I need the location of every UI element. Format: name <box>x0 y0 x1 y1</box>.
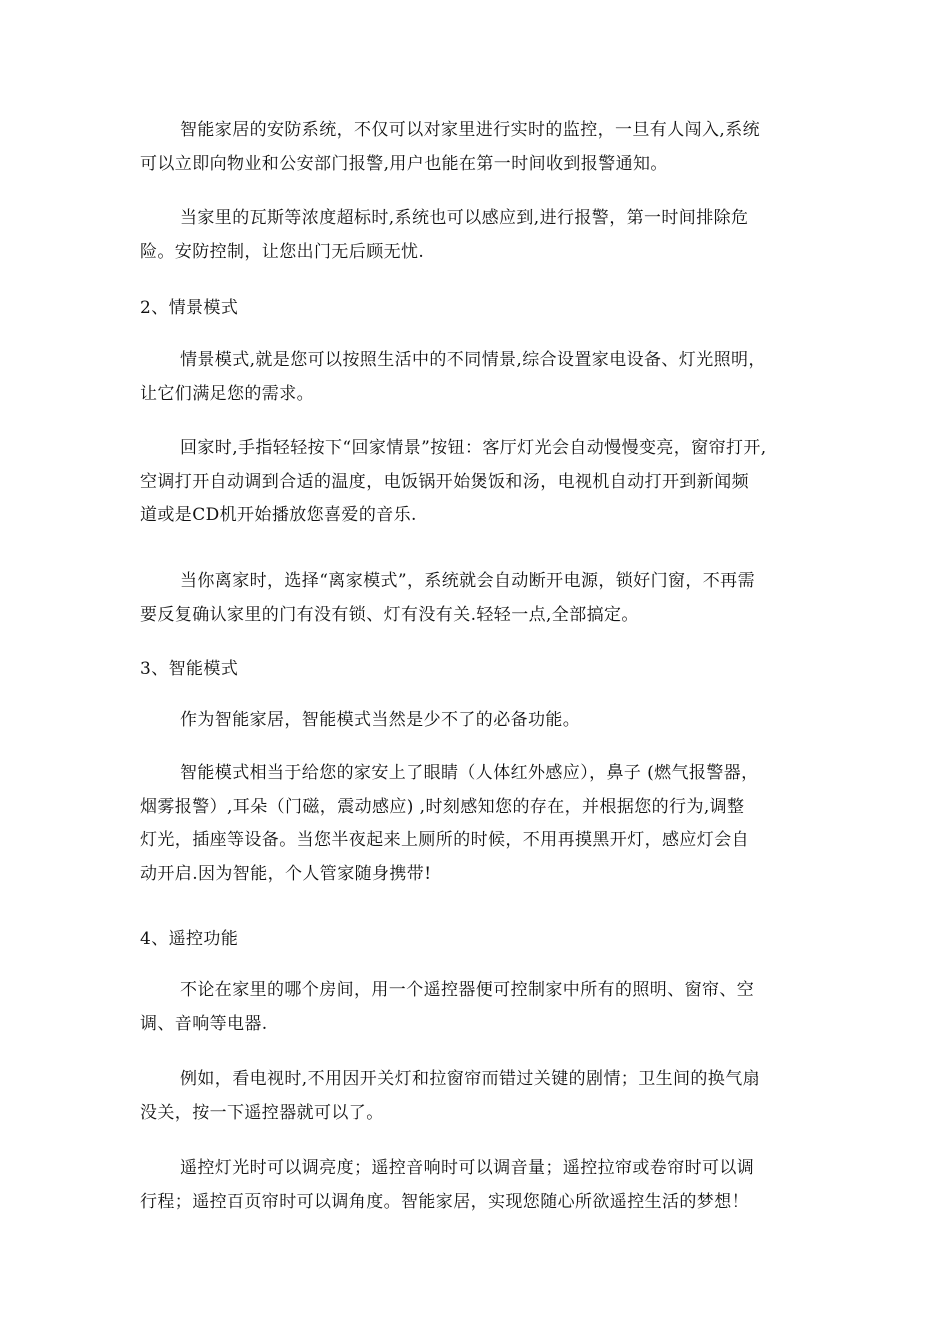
text-line: 动开启.因为智能，个人管家随身携带! <box>140 863 432 884</box>
paragraph-remote-control-example <box>140 1063 822 1130</box>
text-line: 不论在家里的哪个房间，用一个遥控器便可控制家中所有的照明、窗帘、空 <box>180 980 755 1000</box>
section-heading-remote-control: 4、遥控功能 <box>140 929 239 949</box>
text-line: 行程；遥控百页帘时可以调角度。智能家居，实现您随心所欲遥控生活的梦想！ <box>140 1191 749 1212</box>
paragraph-remote-control-adjust <box>140 1152 822 1219</box>
section-heading-smart-mode: 3、智能模式 <box>140 659 239 679</box>
paragraph-gas-alarm <box>140 202 822 269</box>
text-line: 回家时,手指轻轻按下“回家情景”按钮：客厅灯光会自动慢慢变亮，窗帘打开, <box>180 438 767 458</box>
text-line: 没关，按一下遥控器就可以了。 <box>140 1102 384 1123</box>
paragraph-scene-mode-intro <box>140 344 822 411</box>
paragraph-home-scene <box>140 432 822 533</box>
paragraph-security-system <box>140 114 822 181</box>
text-line: 可以立即向物业和公安部门报警,用户也能在第一时间收到报警通知。 <box>140 153 668 174</box>
text-line: 作为智能家居，智能模式当然是少不了的必备功能。 <box>180 710 581 730</box>
text-line: 智能家居的安防系统，不仅可以对家里进行实时的监控，一旦有人闯入,系统 <box>180 120 761 140</box>
paragraph-away-mode <box>140 565 822 632</box>
text-line: 烟雾报警）,耳朵（门磁，震动感应) ,时刻感知您的存在，并根据您的行为,调整 <box>140 796 745 817</box>
text-line: 险。安防控制，让您出门无后顾无忧. <box>140 241 425 262</box>
text-line: 空调打开自动调到合适的温度，电饭锅开始煲饭和汤，电视机自动打开到新闻频 <box>140 471 749 492</box>
section-heading-scene-mode: 2、情景模式 <box>140 298 239 318</box>
text-line: 道或是CD机开始播放您喜爱的音乐. <box>140 505 417 525</box>
paragraph-smart-mode-intro <box>140 704 822 738</box>
text-line: 调、音响等电器. <box>140 1013 268 1034</box>
text-line: 让它们满足您的需求。 <box>140 383 314 404</box>
text-line: 智能模式相当于给您的家安上了眼睛（人体红外感应），鼻子 (燃气报警器， <box>180 763 759 783</box>
text-line: 要反复确认家里的门有没有锁、灯有没有关.轻轻一点,全部搞定。 <box>140 604 639 625</box>
text-line: 遥控灯光时可以调亮度；遥控音响时可以调音量；遥控拉帘或卷帘时可以调 <box>180 1158 755 1178</box>
text-line: 例如，看电视时,不用因开关灯和拉窗帘而错过关键的剧情；卫生间的换气扇 <box>180 1069 761 1089</box>
text-line: 当家里的瓦斯等浓度超标时,系统也可以感应到,进行报警，第一时间排除危 <box>180 208 749 228</box>
text-line: 当你离家时，选择“离家模式”，系统就会自动断开电源，锁好门窗，不再需 <box>180 571 755 591</box>
text-line: 情景模式,就是您可以按照生活中的不同情景,综合设置家电设备、灯光照明， <box>180 350 766 370</box>
text-line: 灯光，插座等设备。当您半夜起来上厕所的时候，不用再摸黑开灯，感应灯会自 <box>140 830 749 850</box>
paragraph-remote-control-intro <box>140 974 822 1041</box>
paragraph-smart-mode-detail <box>140 757 822 891</box>
